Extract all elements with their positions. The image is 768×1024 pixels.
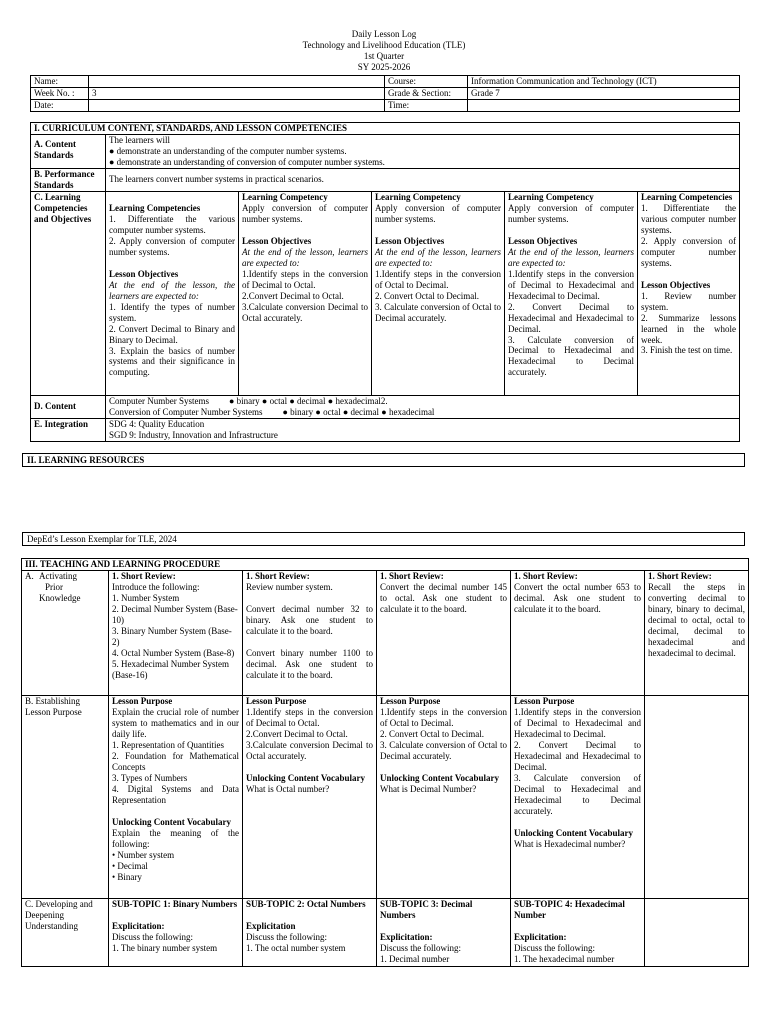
discussion-item: 1. The octal number system (246, 942, 346, 953)
discussion-item: 1. Decimal number (380, 953, 450, 964)
curriculum-table (30, 122, 740, 442)
purpose-item: 2.Convert Decimal to Octal. (246, 728, 348, 739)
competencies-label: C. Learning Competencies and Objectives (31, 191, 106, 395)
activating-col-4 (511, 570, 645, 695)
section-three-title: III. TEACHING AND LEARNING PROCEDURE (22, 559, 749, 571)
review-line: Convert the octal number 653 to decimal. Ask one student to calculate it to the board. (514, 581, 641, 614)
developing-label-line: Deepening (25, 909, 64, 920)
vocabulary-item: • Decimal (112, 860, 148, 871)
integration-text (106, 418, 740, 441)
developing-label (22, 898, 109, 966)
activating-label-line: Prior (45, 581, 63, 592)
info-table (30, 75, 740, 112)
purpose-col-2 (243, 695, 377, 898)
discussion-text: Discuss the following: (112, 931, 193, 942)
competency-heading: Learning Competency (375, 191, 461, 202)
objectives-intro: At the end of the lesson, learners are expected to: (242, 246, 368, 268)
discussion-text: Discuss the following: (380, 942, 461, 953)
objective-item: 3.Calculate conversion Decimal to Octal accurately. (242, 301, 368, 323)
explicitation-heading: Explicitation: (112, 920, 165, 931)
competency-col-2 (239, 191, 372, 395)
competency-col-3 (372, 191, 505, 395)
content-standards-text (106, 134, 740, 168)
activating-col-1 (109, 570, 243, 695)
course-label: Course: (385, 76, 468, 88)
integration-line: SDG 4: Quality Education (109, 418, 205, 429)
vocabulary-item: • Number system (112, 849, 175, 860)
explicitation-heading: Explicitation: (380, 931, 433, 942)
date-value[interactable] (89, 99, 385, 111)
purpose-label-line: Lesson Purpose (25, 706, 82, 717)
review-line: Introduce the following: (112, 581, 200, 592)
competency-col-5 (638, 191, 740, 395)
document-header (0, 29, 768, 73)
explicitation-heading: Explicitation (246, 920, 296, 931)
competency-col-4 (505, 191, 638, 395)
developing-col-1 (109, 898, 243, 966)
performance-standards-text: The learners convert number systems in practical scenarios. (106, 168, 740, 191)
header-subject: Technology and Livelihood Education (TLE) (302, 39, 466, 50)
content-standards-line: The learners will (109, 134, 170, 145)
purpose-item: 1. Representation of Quantities (112, 739, 224, 750)
developing-col-3 (377, 898, 511, 966)
discussion-text: Discuss the following: (514, 942, 595, 953)
lesson-purpose-heading: Lesson Purpose (112, 695, 173, 706)
purpose-item: 1.Identify steps in the conversion of Octal to Decimal. (380, 706, 507, 728)
vocabulary-item: • Binary (112, 871, 142, 882)
developing-label-line: C. Developing and (25, 898, 93, 909)
competency-item: 1. Differentiate the various computer number systems. (109, 213, 235, 235)
content-label: D. Content (31, 395, 106, 418)
purpose-item: 1.Identify steps in the conversion of Decimal to Octal. (246, 706, 373, 728)
purpose-col-4 (511, 695, 645, 898)
objectives-heading: Lesson Objectives (508, 235, 578, 246)
vocabulary-heading: Unlocking Content Vocabulary (112, 816, 232, 827)
competency-item: 2. Apply conversion of computer number systems. (109, 235, 235, 257)
competency-item: 2. Apply conversion of computer number systems. (641, 235, 736, 268)
purpose-col-5 (645, 695, 749, 898)
review-line: 3. Binary Number System (Base-2) (112, 625, 232, 647)
discussion-item: 1. The hexadecimal number (514, 953, 615, 964)
objectives-intro: At the end of the lesson, the learners are expected to: (109, 279, 235, 301)
objectives-intro: At the end of the lesson, learners are expected to: (508, 246, 634, 268)
purpose-item: 2. Convert Decimal to Hexadecimal and Hexadecimal to Decimal. (514, 739, 641, 772)
name-label: Name: (31, 76, 89, 88)
purpose-text: Explain the crucial role of number system to mathematics and in our daily life. (112, 706, 239, 739)
developing-col-2 (243, 898, 377, 966)
objectives-intro: At the end of the lesson, learners are expected to: (375, 246, 501, 268)
purpose-col-1 (109, 695, 243, 898)
vocabulary-text: What is Octal number? (246, 783, 330, 794)
objective-item: 1.Identify steps in the conversion of Decimal to Octal. (242, 268, 368, 290)
objectives-heading: Lesson Objectives (375, 235, 445, 246)
competency-heading: Learning Competencies (109, 202, 201, 213)
subtopic-heading: SUB-TOPIC 1: Binary Numbers (112, 898, 238, 909)
competency-text: Apply conversion of computer number systems. (508, 202, 634, 224)
review-line: Convert the decimal number 145 to octal. Ask one student to calculate it to the board. (380, 581, 507, 614)
content-standards-line: ● demonstrate an understanding of the computer number systems. (109, 145, 347, 156)
objective-item: 3. Finish the test on time. (641, 345, 733, 356)
competency-text: Apply conversion of computer number systems. (242, 202, 368, 224)
section-one-title: I. CURRICULUM CONTENT, STANDARDS, AND LESSON COMPETENCIES (31, 123, 740, 135)
week-value[interactable]: 3 (89, 87, 385, 99)
header-quarter: 1st Quarter (363, 50, 405, 61)
lesson-purpose-heading: Lesson Purpose (246, 695, 307, 706)
short-review-heading: 1. Short Review: (112, 570, 176, 581)
activating-label (22, 570, 109, 695)
time-label: Time: (385, 99, 468, 111)
review-line: Review number system. (246, 581, 333, 592)
lesson-purpose-heading: Lesson Purpose (380, 695, 441, 706)
competency-item: 1. Differentiate the various computer number systems. (641, 202, 736, 235)
objective-item: 2. Summarize lessons learned in the whole week. (641, 312, 736, 345)
grade-label: Grade & Section: (385, 87, 468, 99)
short-review-heading: 1. Short Review: (246, 570, 310, 581)
competency-heading: Learning Competency (508, 191, 594, 202)
purpose-item: 3. Types of Numbers (112, 772, 188, 783)
review-line: Convert decimal number 32 to binary. Ask one student to calculate it to the board. (246, 603, 373, 636)
review-line: 5. Hexadecimal Number System (Base-16) (112, 658, 229, 680)
purpose-item: 2. Convert Octal to Decimal. (380, 728, 484, 739)
explicitation-heading: Explicitation: (514, 931, 567, 942)
purpose-label (22, 695, 109, 898)
content-standards-line: ● demonstrate an understanding of conversion of computer number systems. (109, 156, 385, 167)
activating-label-line: Knowledge (39, 592, 81, 603)
purpose-label-line: B. Establishing (25, 695, 81, 706)
purpose-item: 2. Foundation for Mathematical Concepts (112, 750, 239, 772)
objective-item: 3. Calculate conversion of Octal to Decimal accurately. (375, 301, 501, 323)
content-topic-items: ● binary ● octal ● decimal ● hexadecimal2. (229, 395, 388, 406)
activating-col-3 (377, 570, 511, 695)
resource-note: DepEd’s Lesson Exemplar for TLE, 2024 (22, 532, 745, 546)
integration-line: SGD 9: Industry, Innovation and Infrastructure (109, 429, 278, 440)
objectives-heading: Lesson Objectives (641, 279, 711, 290)
developing-label-line: Understanding (25, 920, 78, 931)
course-value[interactable]: Information Communication and Technology (ICT) (468, 76, 740, 88)
discussion-text: Discuss the following: (246, 931, 327, 942)
procedure-table (21, 558, 749, 967)
competency-heading: Learning Competencies (641, 191, 733, 202)
review-line: Recall the steps in converting decimal to binary, binary to decimal, decimal to octal, octal to decimal, decimal to hexadecimal and hexadecimal to decimal. (648, 581, 745, 658)
vocabulary-heading: Unlocking Content Vocabulary (380, 772, 500, 783)
content-text (106, 395, 740, 418)
objective-item: 3. Explain the basics of number systems and their significance in computing. (109, 345, 235, 378)
review-line: 4. Octal Number System (Base-8) (112, 647, 235, 658)
header-title: Daily Lesson Log (351, 29, 417, 39)
purpose-item: 4. Digital Systems and Data Representation (112, 783, 239, 805)
review-line: 1. Number System (112, 592, 180, 603)
objective-item: 3. Calculate conversion of Decimal to Hexadecimal and Hexadecimal to Decimal accurately. (508, 334, 634, 378)
objective-item: 2.Convert Decimal to Octal. (242, 290, 344, 301)
objectives-heading: Lesson Objectives (242, 235, 312, 246)
content-topic: Conversion of Computer Number Systems (109, 406, 263, 417)
vocabulary-text: What is Decimal Number? (380, 783, 477, 794)
activating-label-letter: A. (25, 570, 34, 581)
competency-heading: Learning Competency (242, 191, 328, 202)
purpose-col-3 (377, 695, 511, 898)
discussion-item: 1. The binary number system (112, 942, 218, 953)
objective-item: 2. Convert Octal to Decimal. (375, 290, 479, 301)
vocabulary-heading: Unlocking Content Vocabulary (514, 827, 634, 838)
subtopic-heading: SUB-TOPIC 4: Hexadecimal Number (514, 898, 625, 920)
objective-item: 2. Convert Decimal to Hexadecimal and Hexadecimal to Decimal. (508, 301, 634, 334)
vocabulary-text: What is Hexadecimal number? (514, 838, 626, 849)
objective-item: 2. Convert Decimal to Binary and Binary to Decimal. (109, 323, 235, 345)
vocabulary-heading: Unlocking Content Vocabulary (246, 772, 366, 783)
competency-col-1 (106, 191, 239, 395)
content-topic: Computer Number Systems (109, 395, 209, 406)
short-review-heading: 1. Short Review: (648, 570, 712, 581)
purpose-item: 3. Calculate conversion of Decimal to Hexadecimal and Hexadecimal to Decimal accurately. (514, 772, 641, 816)
week-label: Week No. : (31, 87, 89, 99)
content-standards-label: A. Content Standards (31, 134, 106, 168)
date-label: Date: (31, 99, 89, 111)
short-review-heading: 1. Short Review: (514, 570, 578, 581)
grade-value[interactable]: Grade 7 (468, 87, 740, 99)
competency-text: Apply conversion of computer number systems. (375, 202, 501, 224)
activating-col-2 (243, 570, 377, 695)
content-topic-items: ● binary ● octal ● decimal ● hexadecimal (282, 406, 435, 417)
name-value[interactable] (89, 76, 385, 88)
developing-col-5 (645, 898, 749, 966)
review-line: 2. Decimal Number System (Base-10) (112, 603, 238, 625)
purpose-item: 1.Identify steps in the conversion of Decimal to Hexadecimal and Hexadecimal to Decimal. (514, 706, 641, 739)
purpose-item: 3.Calculate conversion Decimal to Octal accurately. (246, 739, 373, 761)
header-school-year: SY 2025-2026 (357, 61, 411, 72)
section-two-title: II. LEARNING RESOURCES (22, 453, 745, 467)
subtopic-heading: SUB-TOPIC 3: Decimal Numbers (380, 898, 473, 920)
subtopic-heading: SUB-TOPIC 2: Octal Numbers (246, 898, 366, 909)
activating-col-5 (645, 570, 749, 695)
objective-item: 1. Identify the types of number system. (109, 301, 235, 323)
objective-item: 1.Identify steps in the conversion of Octal to Decimal. (375, 268, 501, 290)
performance-standards-label: B. Performance Standards (31, 168, 106, 191)
review-line: Convert binary number 1100 to decimal. Ask one student to calculate it to the board. (246, 647, 373, 680)
objective-item: 1.Identify steps in the conversion of Decimal to Hexadecimal and Hexadecimal to Decimal. (508, 268, 634, 301)
short-review-heading: 1. Short Review: (380, 570, 444, 581)
objectives-heading: Lesson Objectives (109, 268, 179, 279)
activating-label-line: Activating (39, 570, 77, 581)
integration-label: E. Integration (31, 418, 106, 441)
purpose-item: 3. Calculate conversion of Octal to Decimal accurately. (380, 739, 507, 761)
vocabulary-text: Explain the meaning of the following: (112, 827, 239, 849)
developing-col-4 (511, 898, 645, 966)
objective-item: 1. Review number system. (641, 290, 736, 312)
lesson-purpose-heading: Lesson Purpose (514, 695, 575, 706)
time-value[interactable] (468, 99, 740, 111)
